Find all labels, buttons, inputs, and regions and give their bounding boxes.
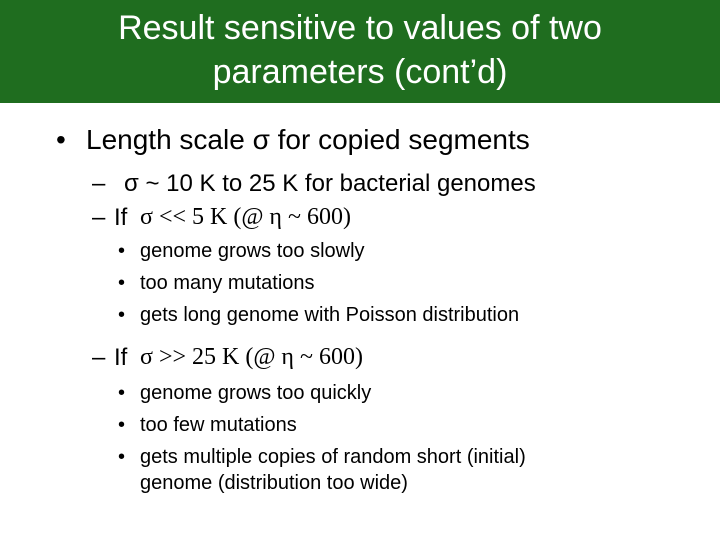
slide-title-bar [0,0,720,103]
sub-bullet-if-label: If [114,344,128,371]
list-item: gets long genome with Poisson distribution [140,304,520,326]
list-item: too few mutations [140,414,297,436]
dash-marker: – [92,170,106,197]
list-item: too many mutations [140,272,315,294]
slide-title-line-1: Result sensitive to values of two [118,9,602,47]
sub-bullet-if-label: If [114,204,128,231]
slide-title-line-2: parameters (cont’d) [212,53,508,91]
sub-bullet-sigma-range: σ ~ 10 K to 25 K for bacterial genomes [124,170,536,197]
dash-marker: – [92,204,106,231]
sub-sub-bullet-dot: • [118,240,126,262]
bullet-length-scale: Length scale σ for copied segments [86,124,530,155]
dash-marker: – [92,344,106,371]
sub-sub-bullet-dot: • [118,414,126,436]
list-item: genome grows too quickly [140,382,372,404]
list-item: gets multiple copies of random short (initial) [140,446,526,468]
list-item: genome grows too slowly [140,240,365,262]
list-item-continuation: genome (distribution too wide) [140,472,408,494]
sub-bullet-sigma-small: σ << 5 K (@ η ~ 600) [140,204,351,230]
sub-sub-bullet-dot: • [118,304,126,326]
sub-sub-bullet-dot: • [118,446,126,468]
sub-sub-bullet-dot: • [118,272,126,294]
sub-sub-bullet-dot: • [118,382,126,404]
sub-bullet-sigma-large: σ >> 25 K (@ η ~ 600) [140,344,363,370]
bullet-dot: • [56,124,66,155]
